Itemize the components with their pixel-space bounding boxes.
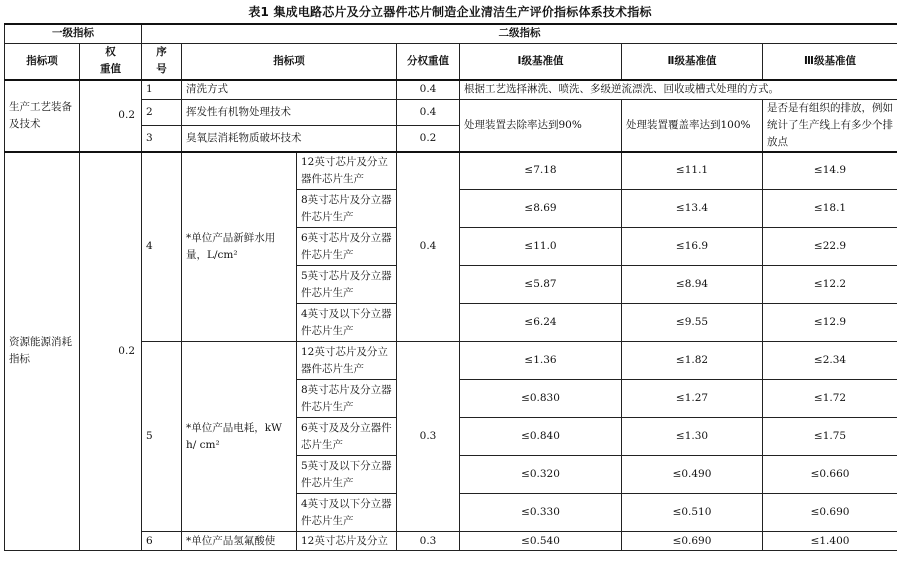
row-seq: 5 bbox=[142, 342, 182, 532]
header-weight-line1: 权 bbox=[105, 46, 116, 59]
value-level-II: ≤1.30 bbox=[622, 418, 763, 456]
row-seq: 6 bbox=[142, 532, 182, 551]
row-spec: 8英寸芯片及分立器件芯片生产 bbox=[297, 380, 397, 418]
header-sub-weight: 分权重值 bbox=[397, 43, 460, 80]
row-sub-weight: 0.4 bbox=[397, 152, 460, 342]
group1-level-III: 是否是有组织的排放，例如统计了生产线上有多少个排放点 bbox=[763, 99, 898, 152]
row-seq: 3 bbox=[142, 125, 182, 151]
value-level-III: ≤22.9 bbox=[763, 228, 898, 266]
row-spec: 12英寸芯片及分立器件芯片生产 bbox=[297, 152, 397, 190]
header-level-I: Ⅰ级基准值 bbox=[460, 43, 622, 80]
value-level-III: ≤2.34 bbox=[763, 342, 898, 380]
row-item: *单位产品新鲜水用量，L/cm² bbox=[182, 152, 297, 342]
header-level1: 一级指标 bbox=[5, 24, 142, 43]
row-sub-weight: 0.2 bbox=[397, 125, 460, 151]
value-level-III: ≤14.9 bbox=[763, 152, 898, 190]
value-level-II: ≤8.94 bbox=[622, 266, 763, 304]
table-row bbox=[5, 80, 898, 99]
value-level-II: ≤13.4 bbox=[622, 190, 763, 228]
value-level-I: ≤0.330 bbox=[460, 494, 622, 532]
row-item: 挥发性有机物处理技术 bbox=[182, 99, 397, 125]
row-sub-weight: 0.3 bbox=[397, 532, 460, 551]
value-level-II: ≤0.490 bbox=[622, 456, 763, 494]
row-spec: 6英寸芯片及分立器件芯片生产 bbox=[297, 228, 397, 266]
row-item: *单位产品电耗，kWh/ cm² bbox=[182, 342, 297, 532]
value-level-I: ≤8.69 bbox=[460, 190, 622, 228]
table-row bbox=[5, 152, 898, 190]
value-level-I: ≤11.0 bbox=[460, 228, 622, 266]
header-level-III: Ⅲ级基准值 bbox=[763, 43, 898, 80]
value-level-III: ≤1.400 bbox=[763, 532, 898, 551]
row-seq: 1 bbox=[142, 80, 182, 99]
row-spec: 4英寸及以下分立器件芯片生产 bbox=[297, 494, 397, 532]
value-level-III: ≤1.72 bbox=[763, 380, 898, 418]
group2-name: 资源能源消耗指标 bbox=[5, 152, 80, 551]
row-spec: 4英寸及以下分立器件芯片生产 bbox=[297, 304, 397, 342]
value-level-I: ≤7.18 bbox=[460, 152, 622, 190]
value-level-II: ≤11.1 bbox=[622, 152, 763, 190]
value-level-II: ≤1.27 bbox=[622, 380, 763, 418]
row-sub-weight: 0.3 bbox=[397, 342, 460, 532]
value-level-II: ≤9.55 bbox=[622, 304, 763, 342]
value-level-II: ≤0.510 bbox=[622, 494, 763, 532]
header-seq bbox=[142, 43, 182, 80]
header-level2: 二级指标 bbox=[142, 24, 898, 43]
row-seq: 2 bbox=[142, 99, 182, 125]
row-merged-text: 根据工艺选择淋洗、喷洗、多级逆流漂洗、回收或槽式处理的方式。 bbox=[460, 80, 898, 99]
table-container bbox=[4, 23, 897, 575]
header-weight bbox=[80, 43, 142, 80]
value-level-I: ≤0.320 bbox=[460, 456, 622, 494]
group1-level-II: 处理装置覆盖率达到100% bbox=[622, 99, 763, 152]
group1-name: 生产工艺装备及技术 bbox=[5, 80, 80, 152]
value-level-III: ≤0.660 bbox=[763, 456, 898, 494]
row-sub-weight: 0.4 bbox=[397, 80, 460, 99]
row-spec: 5英寸芯片及分立器件芯片生产 bbox=[297, 266, 397, 304]
row-spec: 8英寸芯片及分立器件芯片生产 bbox=[297, 190, 397, 228]
value-level-I: ≤0.830 bbox=[460, 380, 622, 418]
value-level-III: ≤0.690 bbox=[763, 494, 898, 532]
row-spec: 12英寸芯片及分立 bbox=[297, 532, 397, 551]
header-indicator2: 指标项 bbox=[182, 43, 397, 80]
value-level-III: ≤1.75 bbox=[763, 418, 898, 456]
value-level-I: ≤0.840 bbox=[460, 418, 622, 456]
value-level-III: ≤18.1 bbox=[763, 190, 898, 228]
header-row-2 bbox=[5, 43, 898, 80]
header-indicator: 指标项 bbox=[5, 43, 80, 80]
value-level-III: ≤12.2 bbox=[763, 266, 898, 304]
value-level-II: ≤16.9 bbox=[622, 228, 763, 266]
header-weight-line2: 重值 bbox=[100, 63, 121, 76]
row-item: *单位产品氢氟酸使 bbox=[182, 532, 297, 551]
row-item: 臭氧层消耗物质破坏技术 bbox=[182, 125, 397, 151]
group2-weight: 0.2 bbox=[80, 152, 142, 551]
header-level-II: Ⅱ级基准值 bbox=[622, 43, 763, 80]
value-level-II: ≤0.690 bbox=[622, 532, 763, 551]
row-spec: 6英寸及及分立器件芯片生产 bbox=[297, 418, 397, 456]
row-seq: 4 bbox=[142, 152, 182, 342]
indicator-table bbox=[4, 23, 897, 551]
group1-level-I: 处理装置去除率达到90% bbox=[460, 99, 622, 152]
row-item: 清洗方式 bbox=[182, 80, 397, 99]
group1-weight: 0.2 bbox=[80, 80, 142, 152]
value-level-III: ≤12.9 bbox=[763, 304, 898, 342]
value-level-I: ≤0.540 bbox=[460, 532, 622, 551]
table-caption: 表1 集成电路芯片及分立器件芯片制造企业清洁生产评价指标体系技术指标 bbox=[248, 5, 652, 19]
row-spec: 12英寸芯片及分立器件芯片生产 bbox=[297, 342, 397, 380]
header-seq-line1: 序 bbox=[156, 46, 167, 59]
value-level-I: ≤6.24 bbox=[460, 304, 622, 342]
value-level-II: ≤1.82 bbox=[622, 342, 763, 380]
row-sub-weight: 0.4 bbox=[397, 99, 460, 125]
value-level-I: ≤1.36 bbox=[460, 342, 622, 380]
header-row-1 bbox=[5, 24, 898, 43]
row-spec: 5英寸及以下分立器件芯片生产 bbox=[297, 456, 397, 494]
header-seq-line2: 号 bbox=[156, 63, 167, 76]
value-level-I: ≤5.87 bbox=[460, 266, 622, 304]
